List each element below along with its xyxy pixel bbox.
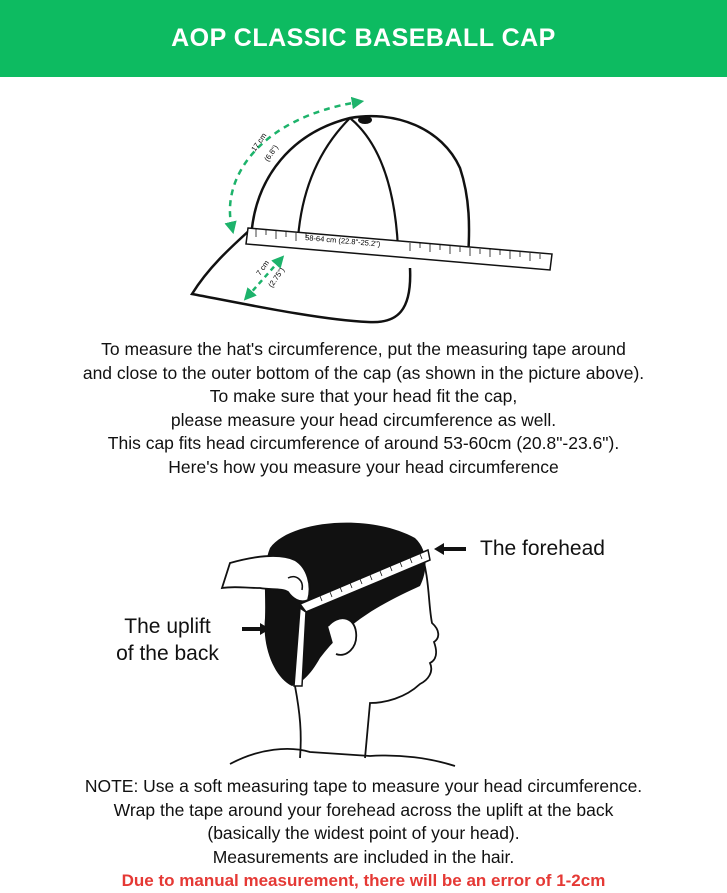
instructions-line: Here's how you measure your head circumference: [168, 456, 559, 477]
cap-illustration: [180, 88, 580, 333]
brim-measure-inches: (2.75"): [266, 265, 287, 290]
crown-measure-label: 17 cm: [249, 131, 269, 154]
page-title: AOP CLASSIC BASEBALL CAP: [171, 24, 556, 52]
instructions-line: To make sure that your head fit the cap,: [209, 386, 518, 406]
warning-text: Due to manual measurement, there will be an error of 1-2cm: [121, 871, 606, 890]
crown-measure-inches: (6.8"): [262, 143, 281, 164]
back-label: [100, 613, 235, 667]
note-line: (basically the widest point of your head).: [207, 823, 520, 843]
instructions-line: and close to the outer bottom of the cap (as shown in the picture above).: [82, 362, 645, 383]
arrow-left-icon: [432, 541, 468, 557]
note-line: NOTE: Use a soft measuring tape to measure your head circumference.: [84, 776, 643, 796]
back-label-line: The uplift: [124, 615, 211, 638]
back-label-line: of the back: [116, 642, 219, 665]
circumference-label: 58-64 cm (22.8"-25.2"): [304, 233, 381, 249]
instructions-line: please measure your head circumference as well.: [170, 409, 557, 430]
note-line: Wrap the tape around your forehead across the uplift at the back: [113, 799, 614, 820]
instructions-line: To measure the hat's circumference, put the measuring tape around: [101, 339, 626, 359]
arrow-right-icon: [240, 621, 272, 637]
note-text: [0, 775, 727, 893]
note-line: Measurements are included in the hair.: [212, 846, 515, 867]
brim-measure-label: 7 cm: [254, 258, 271, 278]
instructions-line: This cap fits head circumference of around 53-60cm (20.8"-23.6").: [107, 433, 620, 453]
page-header: [0, 0, 727, 77]
instructions-text: [0, 338, 727, 479]
head-illustration: [200, 508, 460, 768]
forehead-label: The forehead: [480, 537, 605, 560]
